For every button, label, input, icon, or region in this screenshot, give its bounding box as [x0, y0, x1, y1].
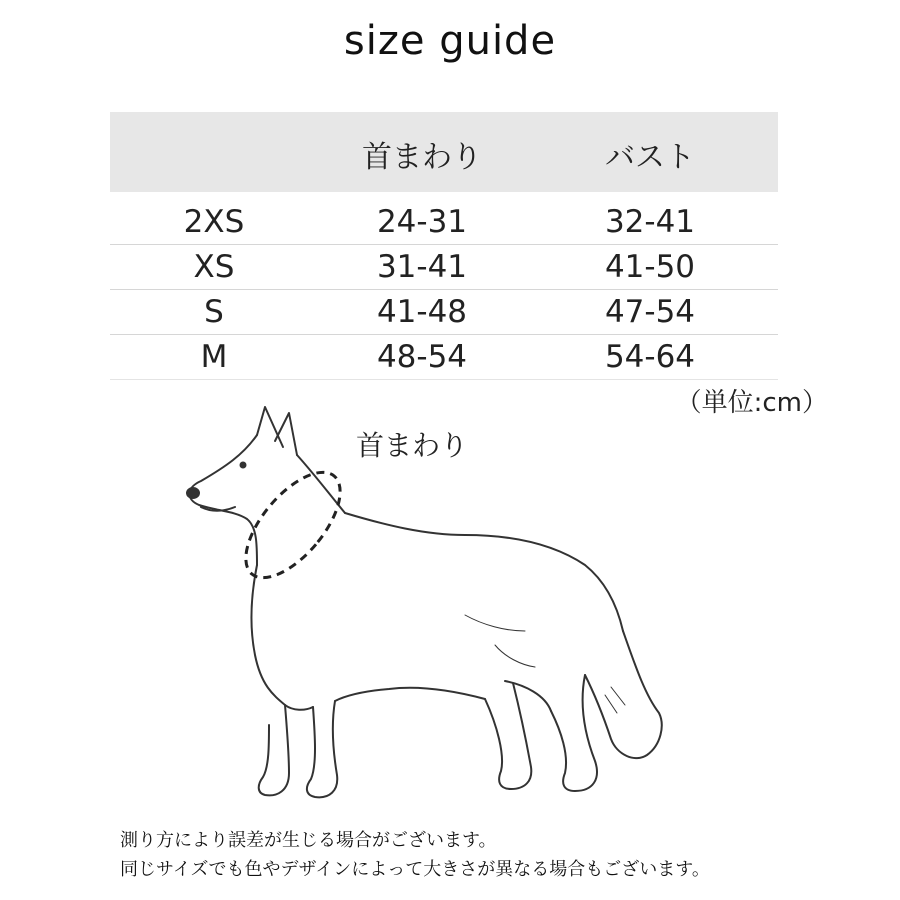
neck-cell: 48-54 [376, 339, 468, 375]
bust-cell: 41-50 [604, 249, 696, 285]
size-cell: XS [193, 249, 235, 285]
page-title: size guide [343, 18, 557, 64]
disclaimer-note: 同じサイズでも色やデザインによって大きさが異なる場合もございます。 [120, 859, 710, 880]
bust-cell: 54-64 [604, 339, 696, 375]
bust-cell: 47-54 [604, 294, 696, 330]
table-row [110, 200, 778, 245]
neck-cell: 24-31 [376, 204, 468, 240]
size-cell: S [204, 294, 224, 330]
header-neck: 首まわり [362, 140, 482, 175]
table-row [110, 245, 778, 290]
neck-label: 首まわり [356, 429, 469, 462]
table-row [110, 290, 778, 335]
neck-cell: 41-48 [376, 294, 468, 330]
neck-cell: 31-41 [376, 249, 468, 285]
unit-note: （単位:cm） [675, 388, 828, 418]
header-bust: バスト [605, 140, 695, 175]
size-cell: 2XS [183, 204, 245, 240]
size-table [110, 112, 778, 380]
table-header [110, 112, 778, 192]
size-cell: M [200, 339, 228, 375]
table-row [110, 335, 778, 380]
bust-cell: 32-41 [604, 204, 696, 240]
disclaimer-note: 測り方により誤差が生じる場合がございます。 [120, 830, 497, 851]
